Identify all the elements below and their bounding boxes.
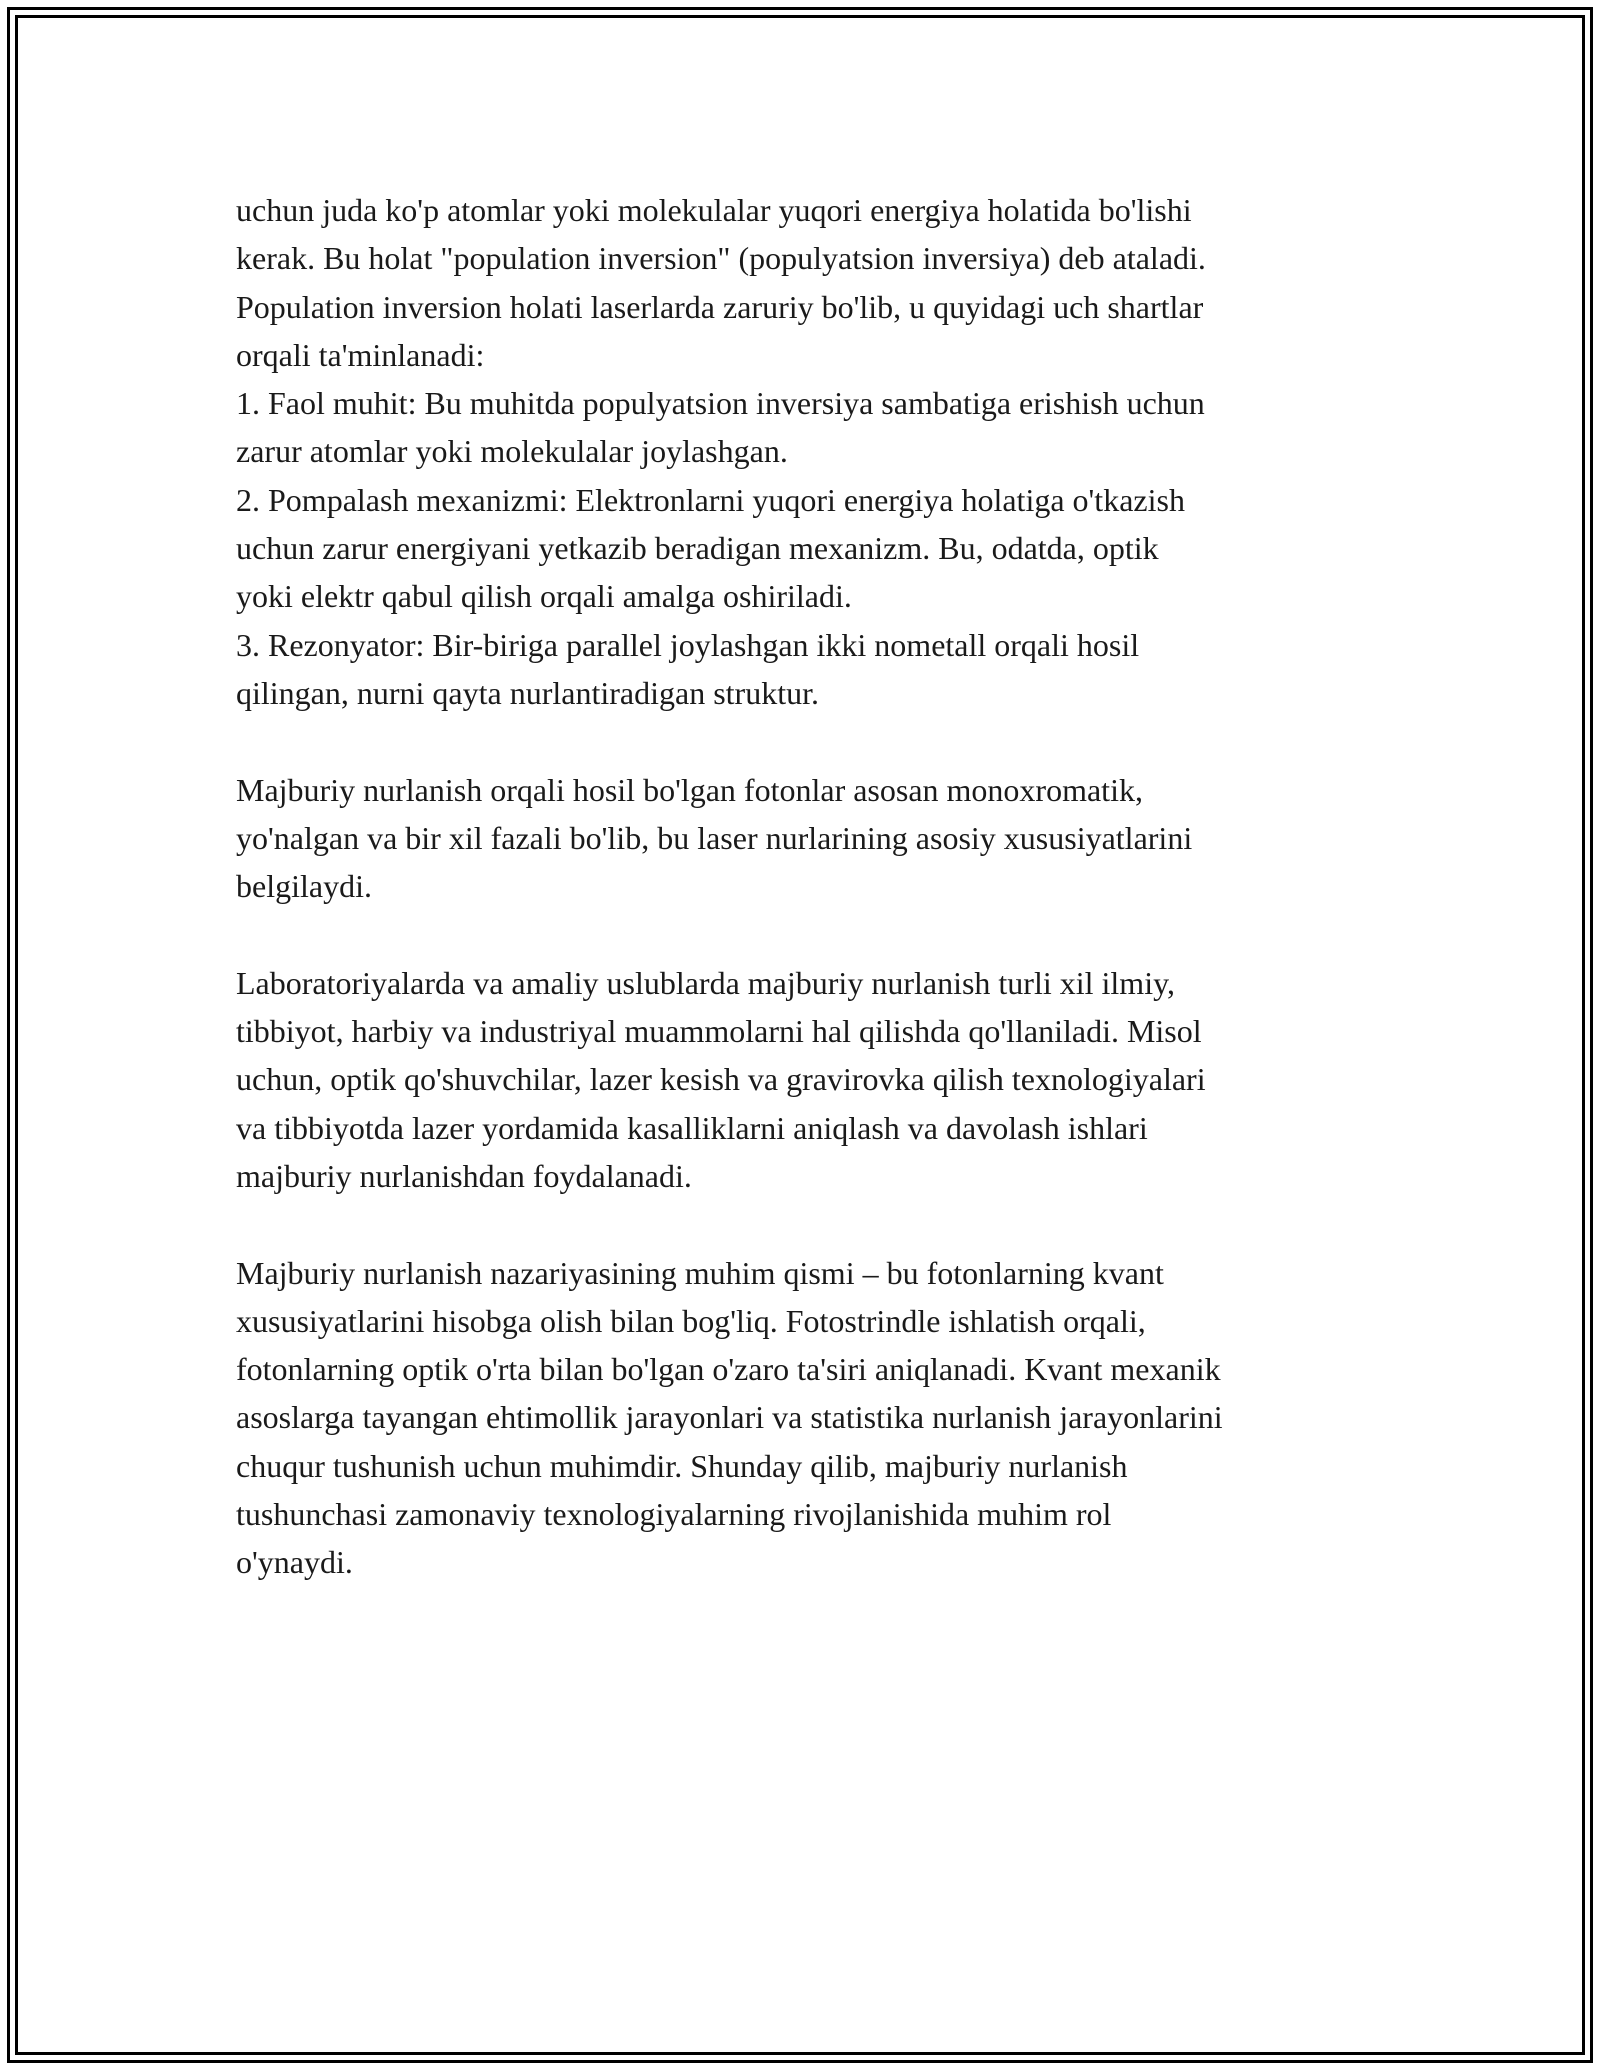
text-line: Majburiy nurlanish nazariyasining muhim qismi – bu fotonlarning kvant [236,1254,1164,1291]
text-line: kerak. Bu holat "population inversion" (populyatsion inversiya) deb ataladi. [236,240,1206,277]
text-line: orqali ta'minlanadi: [236,336,485,373]
text-line: yo'nalgan va bir xil fazali bo'lib, bu laser nurlarining asosiy xususiyatlarini [236,819,1193,856]
text-line: o'ynaydi. [236,1544,353,1581]
text-line: tibbiyot, harbiy va industriyal muammolarni hal qilishda qo'llaniladi. Misol [236,1013,1202,1050]
text-line: va tibbiyotda lazer yordamida kasalliklarni aniqlash va davolash ishlari [236,1109,1148,1146]
text-line: fotonlarning optik o'rta bilan bo'lgan o'zaro ta'siri aniqlanadi. Kvant mexanik [236,1351,1221,1388]
paragraph-gap [236,717,1386,765]
text-line: chuqur tushunish uchun muhimdir. Shunday qilib, majburiy nurlanish [236,1447,1128,1484]
text-line: tushunchasi zamonaviy texnologiyalarning rivojlanishida muhim rol [236,1496,1112,1533]
paragraph-gap [236,1200,1386,1248]
text-line: Laboratoriyalarda va amaliy uslublarda majburiy nurlanish turli xil ilmiy, [236,964,1175,1001]
text-line: qilingan, nurni qayta nurlantiradigan struktur. [236,674,819,711]
text-line: majburiy nurlanishdan foydalanadi. [236,1157,692,1194]
text-line: uchun zarur energiyani yetkazib beradigan mexanizm. Bu, odatda, optik [236,530,1159,567]
text-line: xususiyatlarini hisobga olish bilan bog'liq. Fotostrindle ishlatish orqali, [236,1302,1146,1339]
text-line: uchun juda ko'p atomlar yoki molekulalar yuqori energiya holatida bo'lishi [236,192,1192,228]
list-item-3: 3. Rezonyator: Bir-biriga parallel joylashgan ikki nometall orqali hosil [236,626,1140,663]
text-line: uchun, optik qo'shuvchilar, lazer kesish va gravirovka qilish texnologiyalari [236,1061,1206,1098]
document-body [236,186,1386,1587]
text-line: yoki elektr qabul qilish orqali amalga oshiriladi. [236,578,852,615]
text-line: Population inversion holati laserlarda zaruriy bo'lib, u quyidagi uch shartlar [236,288,1204,325]
text-line: Majburiy nurlanish orqali hosil bo'lgan fotonlar asosan monoxromatik, [236,771,1143,808]
paragraph-gap [236,910,1386,958]
text-line: zarur atomlar yoki molekulalar joylashgan. [236,433,788,470]
text-line: asoslarga tayangan ehtimollik jarayonlari va statistika nurlanish jarayonlarini [236,1399,1223,1436]
text-line: belgilaydi. [236,868,372,905]
list-item-2: 2. Pompalash mexanizmi: Elektronlarni yuqori energiya holatiga o'tkazish [236,481,1185,518]
list-item-1: 1. Faol muhit: Bu muhitda populyatsion inversiya sambatiga erishish uchun [236,385,1205,422]
